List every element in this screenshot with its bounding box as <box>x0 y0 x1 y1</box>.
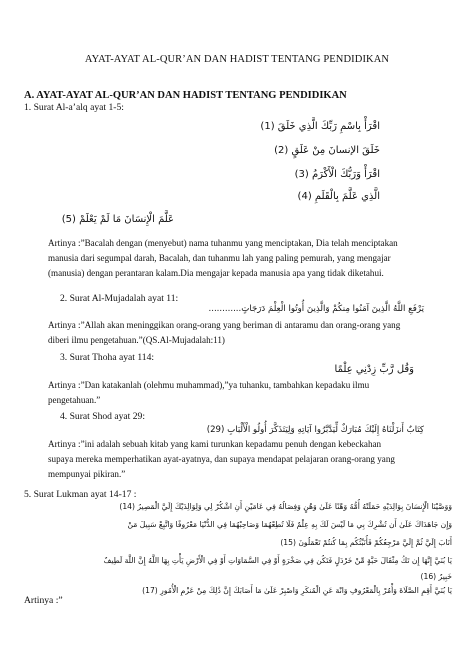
item-1-arabic-line-4: الَّذِي عَلَّمَ بِالْقَلَمِ (4) <box>297 191 380 202</box>
item-3-translation-line-2: pengetahuan.” <box>48 395 101 405</box>
item-2-heading: 2. Surat Al-Mujadalah ayat 11: <box>60 293 179 304</box>
item-2-arabic: يَرْفَعِ اللَّهُ الَّذِينَ آمَنُوا مِنكُمْ وَالَّذِينَ أُوتُوا الْعِلْمَ دَرَجَاتٍ............ <box>208 304 424 314</box>
item-4-arabic: كِتَابٌ أَنزَلْنَاهُ إِلَيْكَ مُبَارَكٌ لِّيَدَّبَّرُوا آيَاتِهِ وَلِيَتَذَكَّرَ أُولُو الْأَلْبَابِ (29) <box>206 425 424 435</box>
item-5-arabic-line-2: وَإِن جَاهَدَاكَ عَلَىٰ أَن تُشْرِكَ بِي مَا لَيْسَ لَكَ بِهِ عِلْمٌ فَلَا تُطِعْهُمَا وَصَاحِبْهُمَا فِي الدُّنْيَا مَعْرُوفًا وَاتَّبِعْ سَبِيلَ مَنْ <box>127 520 452 529</box>
item-1-arabic-line-1: اقْرَأْ بِاسْمِ رَبِّكَ الَّذِي خَلَقَ (1) <box>260 121 380 132</box>
item-4-translation-line-3: mempunyai pikiran.” <box>48 469 126 479</box>
item-5-arabic-line-4: يَا بُنَيَّ إِنَّهَا إِن تَكُ مِثْقَالَ حَبَّةٍ مِّنْ خَرْدَلٍ فَتَكُن فِي صَخْرَةٍ أَوْ فِي السَّمَاوَاتِ أَوْ فِي الْأَرْضِ يَأْتِ بِهَا اللَّهُ إِنَّ اللَّهَ لَطِيفٌ <box>103 556 452 565</box>
item-4-heading: 4. Surat Shod ayat 29: <box>60 411 146 422</box>
section-a-heading: A. AYAT-AYAT AL-QUR’AN DAN HADIST TENTANG PENDIDIKAN <box>24 90 347 101</box>
item-3-translation-line-1: Artinya :”Dan katakanlah (olehmu muhammad),”ya tuhanku, tambahkan kepadaku ilmu <box>48 380 370 390</box>
item-1-arabic-line-5: عَلَّمَ الْإِنسَانَ مَا لَمْ يَعْلَمْ (5) <box>61 214 174 225</box>
item-4-translation-line-1: Artinya :”ini adalah sebuah kitab yang kami turunkan kepadamu penuh dengan kebeckahan <box>48 439 382 449</box>
item-1-translation-line-1: Artinya :”Bacalah dengan (menyebut) nama tuhanmu yang menciptakan, Dia telah menciptakan <box>48 238 398 248</box>
item-1-arabic-line-3: اقْرَأْ وَرَبُّكَ الْأَكْرَمُ (3) <box>294 169 380 180</box>
item-3-heading: 3. Surat Thoha ayat 114: <box>60 352 155 363</box>
item-3-arabic: وَقُل رَّبِّ زِدْنِي عِلْمًا <box>334 364 414 375</box>
item-1-translation-line-3: (manusia) dengan perantaran kalam.Dia mengajar kepada manusia apa yang tidak diketahui. <box>48 268 384 278</box>
item-2-translation-line-1: Artinya :”Allah akan meninggikan orang-orang yang beriman di antaramu dan orang-orang yang <box>48 320 401 330</box>
document-title: AYAT-AYAT AL-QUR’AN DAN HADIST TENTANG PENDIDIKAN <box>84 54 390 65</box>
item-1-translation-line-2: manusia dari segumpal darah, Bacalah, dan tuhanmu lah yang paling pemurah, yang mengajar <box>48 253 391 263</box>
item-5-translation: Artinya :” <box>24 595 63 606</box>
item-2-translation-line-2: diberi ilmu pengetahuan.”(QS.Al-Mujadalah:11) <box>48 335 225 345</box>
item-5-arabic-line-1: وَوَصَّيْنَا الْإِنسَانَ بِوَالِدَيْهِ حَمَلَتْهُ أُمُّهُ وَهْنًا عَلَىٰ وَهْنٍ وَفِصَالُهُ فِي عَامَيْنِ أَنِ اشْكُرْ لِي وَلِوَالِدَيْكَ إِلَيَّ الْمَصِيرُ (14) <box>119 502 452 511</box>
item-4-translation-line-2: supaya mereka memperhatikan ayat-ayatnya, dan supaya mendapat pelajaran orang-orang yang <box>48 454 395 464</box>
item-5-arabic-line-5: خَبِيرٌ (16) <box>420 572 452 581</box>
item-5-arabic-line-3: أَنَابَ إِلَيَّ ثُمَّ إِلَيَّ مَرْجِعُكُمْ فَأُنَبِّئُكُم بِمَا كُنتُمْ تَعْمَلُونَ (15) <box>280 538 452 547</box>
item-1-arabic-line-2: خَلَقَ الإنسانَ مِنْ عَلَقٍ (2) <box>274 145 380 156</box>
item-5-heading: 5. Surat Lukman ayat 14-17 : <box>24 489 137 500</box>
item-1-heading: 1. Surat Al-a’alq ayat 1-5: <box>24 102 124 113</box>
item-5-arabic-line-6: يَا بُنَيَّ أَقِمِ الصَّلَاةَ وَأْمُرْ بِالْمَعْرُوفِ وَانْهَ عَنِ الْمُنكَرِ وَاصْبِرْ عَلَىٰ مَا أَصَابَكَ إِنَّ ذَٰلِكَ مِنْ عَزْمِ الْأُمُورِ (17) <box>142 586 452 595</box>
